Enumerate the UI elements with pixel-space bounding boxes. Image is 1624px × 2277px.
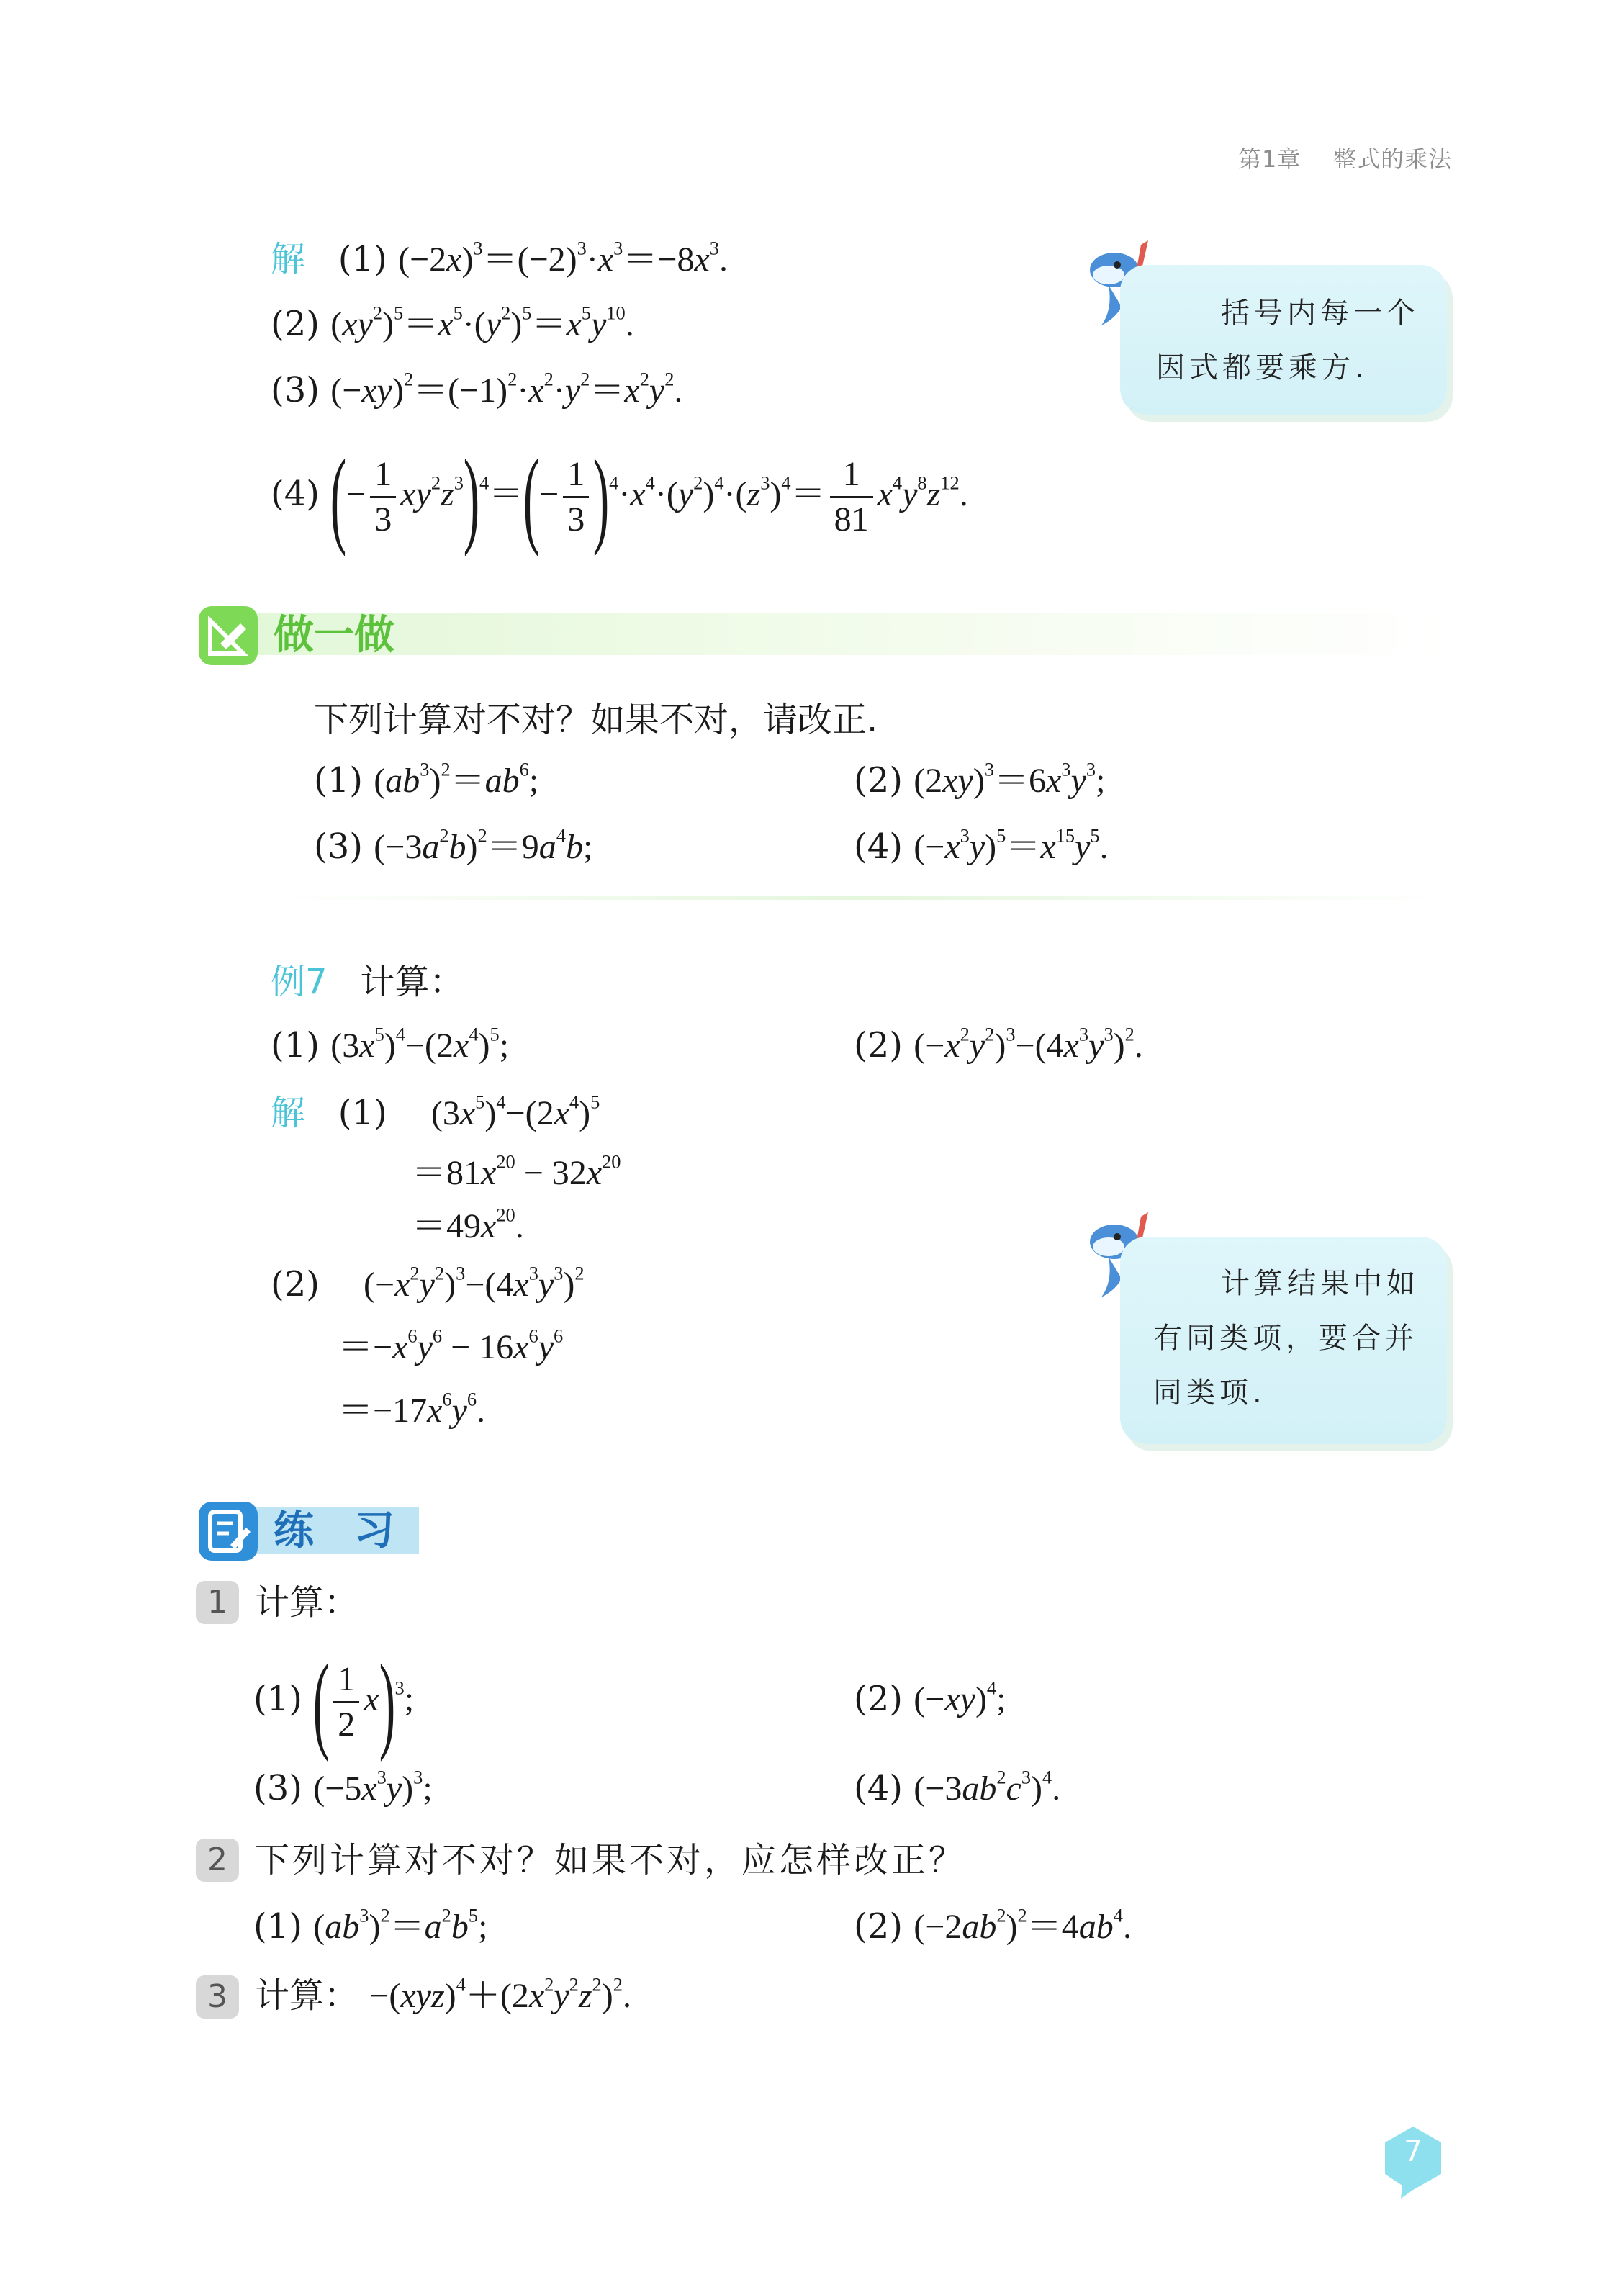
note-text: 括号内每一个 bbox=[1221, 297, 1420, 330]
example-label: 例7 bbox=[271, 962, 328, 1002]
part-label: (2) bbox=[854, 1679, 903, 1719]
question-text: 计算： bbox=[255, 1582, 359, 1623]
part-label: (3) bbox=[271, 370, 320, 410]
note-text: 有同类项，要合并 bbox=[1153, 1322, 1418, 1355]
note-bubble-1 bbox=[1120, 265, 1447, 415]
part-label: (1) bbox=[338, 1093, 387, 1133]
example7-heading bbox=[271, 959, 464, 1005]
chapter-number: 第1章 bbox=[1238, 145, 1302, 173]
activity-item-3: (3) $(-3a^2b)^2=9a^4b$; bbox=[314, 824, 593, 867]
q1-item-1: (1) ( $\frac{1}{2}$ x)$^3$; bbox=[253, 1642, 415, 1762]
part-label: (1) bbox=[338, 239, 387, 279]
chapter-title: 整式的乘法 bbox=[1333, 145, 1453, 173]
exercise-title: 练 习 bbox=[274, 1507, 394, 1554]
question-number-badge: 3 bbox=[196, 1975, 239, 2019]
example7-solution-line5: $=-x^6y^6 - 16x^6y^6$ bbox=[338, 1325, 564, 1366]
q2-item-1: (1) $(ab^3)^2=a^2b^5$; bbox=[253, 1904, 488, 1947]
page-number: 7 bbox=[1404, 2135, 1422, 2168]
part-label: (1) bbox=[253, 1906, 302, 1947]
note-text: 因式都要乘方. bbox=[1156, 351, 1368, 384]
activity-item-2: (2) $(2xy)^3=6x^3y^3$; bbox=[854, 758, 1106, 801]
solution-label: 解 bbox=[271, 239, 306, 279]
q2-item-2: (2) $(-2ab^2)^2=4ab^4$. bbox=[854, 1904, 1132, 1947]
example7-solution-line1: 解 (1) $(3x^5)^4-(2x^4)^5$ bbox=[271, 1091, 600, 1133]
note-text: 计算结果中如 bbox=[1221, 1267, 1420, 1300]
activity-title: 做一做 bbox=[274, 612, 394, 659]
example7-solution-line3: $=49x^{20}$. bbox=[412, 1204, 524, 1245]
activity-header-bar bbox=[238, 613, 1447, 655]
solution1-line4: (4) (− $\frac{1}{3}$ $xy^2z^3)^4=(-$ $\frac{1}{3}$ )$^4\cdot x^4\cdot(y^2)^4\cdot(z^3)^4=$ $\frac{1}{81}$ $x^4y^8z^{12}$. bbox=[271, 437, 968, 557]
part-label: (3) bbox=[314, 826, 363, 867]
note-bubble-2 bbox=[1120, 1237, 1447, 1444]
part-label: (1) bbox=[271, 1025, 320, 1065]
activity-item-4: (4) $(-x^3y)^5=x^{15}y^5$. bbox=[854, 824, 1109, 867]
question-text: 下列计算对不对？如果不对，应怎样改正？ bbox=[255, 1840, 967, 1880]
activity-divider bbox=[274, 896, 1447, 900]
solution-label: 解 bbox=[271, 1093, 306, 1133]
q1-item-3: (3) $(-5x^3y)^3$; bbox=[253, 1766, 433, 1808]
example7-item-1: (1) $(3x^5)^4-(2x^4)^5$; bbox=[271, 1023, 510, 1065]
part-label: (3) bbox=[253, 1768, 302, 1808]
example7-solution-line4: (2) $(-x^2y^2)^3-(4x^3y^3)^2$ bbox=[271, 1262, 585, 1304]
q1-item-4: (4) $(-3ab^2c^3)^4$. bbox=[854, 1766, 1061, 1808]
example7-item-2: (2) $(-x^2y^2)^3-(4x^3y^3)^2$. bbox=[854, 1023, 1143, 1065]
example7-solution-line2: $=81x^{20} - 32x^{20}$ bbox=[412, 1150, 621, 1192]
question-number-badge: 2 bbox=[196, 1839, 239, 1882]
example-instruction: 计算： bbox=[360, 962, 464, 1002]
activity-prompt: 下列计算对不对？如果不对，请改正. bbox=[314, 700, 878, 740]
example7-solution-line6: $=-17x^6y^6$. bbox=[338, 1388, 486, 1430]
solution1-line3: (3) $(-xy)^2=(-1)^2\cdot x^2\cdot y^2=x^2y^2$. bbox=[271, 368, 683, 410]
part-label: (2) bbox=[271, 304, 320, 344]
part-label: (2) bbox=[854, 1906, 903, 1947]
part-label: (1) bbox=[253, 1679, 302, 1719]
activity-item-1: (1) $(ab^3)^2=ab^6$; bbox=[314, 758, 539, 801]
q3-text-line: 计算： $-(xyz)^4+(2x^2y^2z^2)^2$. bbox=[255, 1973, 631, 2016]
solution1-line1: 解 (1) $(-2x)^3=(-2)^3\cdot x^3=-8x^3$. bbox=[271, 237, 728, 279]
question-text: 计算： bbox=[255, 1975, 359, 2016]
part-label: (1) bbox=[314, 760, 363, 801]
part-label: (4) bbox=[854, 1768, 903, 1808]
solution1-line2: (2) $(xy^2)^5=x^5\cdot(y^2)^5=x^5y^{10}$. bbox=[271, 302, 634, 344]
q1-item-2: (2) $(-xy)^4$; bbox=[854, 1677, 1006, 1719]
part-label: (2) bbox=[854, 1025, 903, 1065]
part-label: (2) bbox=[854, 760, 903, 801]
part-label: (4) bbox=[271, 474, 320, 514]
pencil-ruler-icon bbox=[199, 606, 258, 665]
notepad-icon bbox=[199, 1502, 258, 1561]
part-label: (2) bbox=[271, 1264, 320, 1304]
page-number-badge bbox=[1379, 2124, 1447, 2191]
running-header bbox=[1238, 141, 1452, 174]
question-number-badge: 1 bbox=[196, 1581, 239, 1624]
part-label: (4) bbox=[854, 826, 903, 867]
note-text: 同类项. bbox=[1153, 1376, 1266, 1410]
